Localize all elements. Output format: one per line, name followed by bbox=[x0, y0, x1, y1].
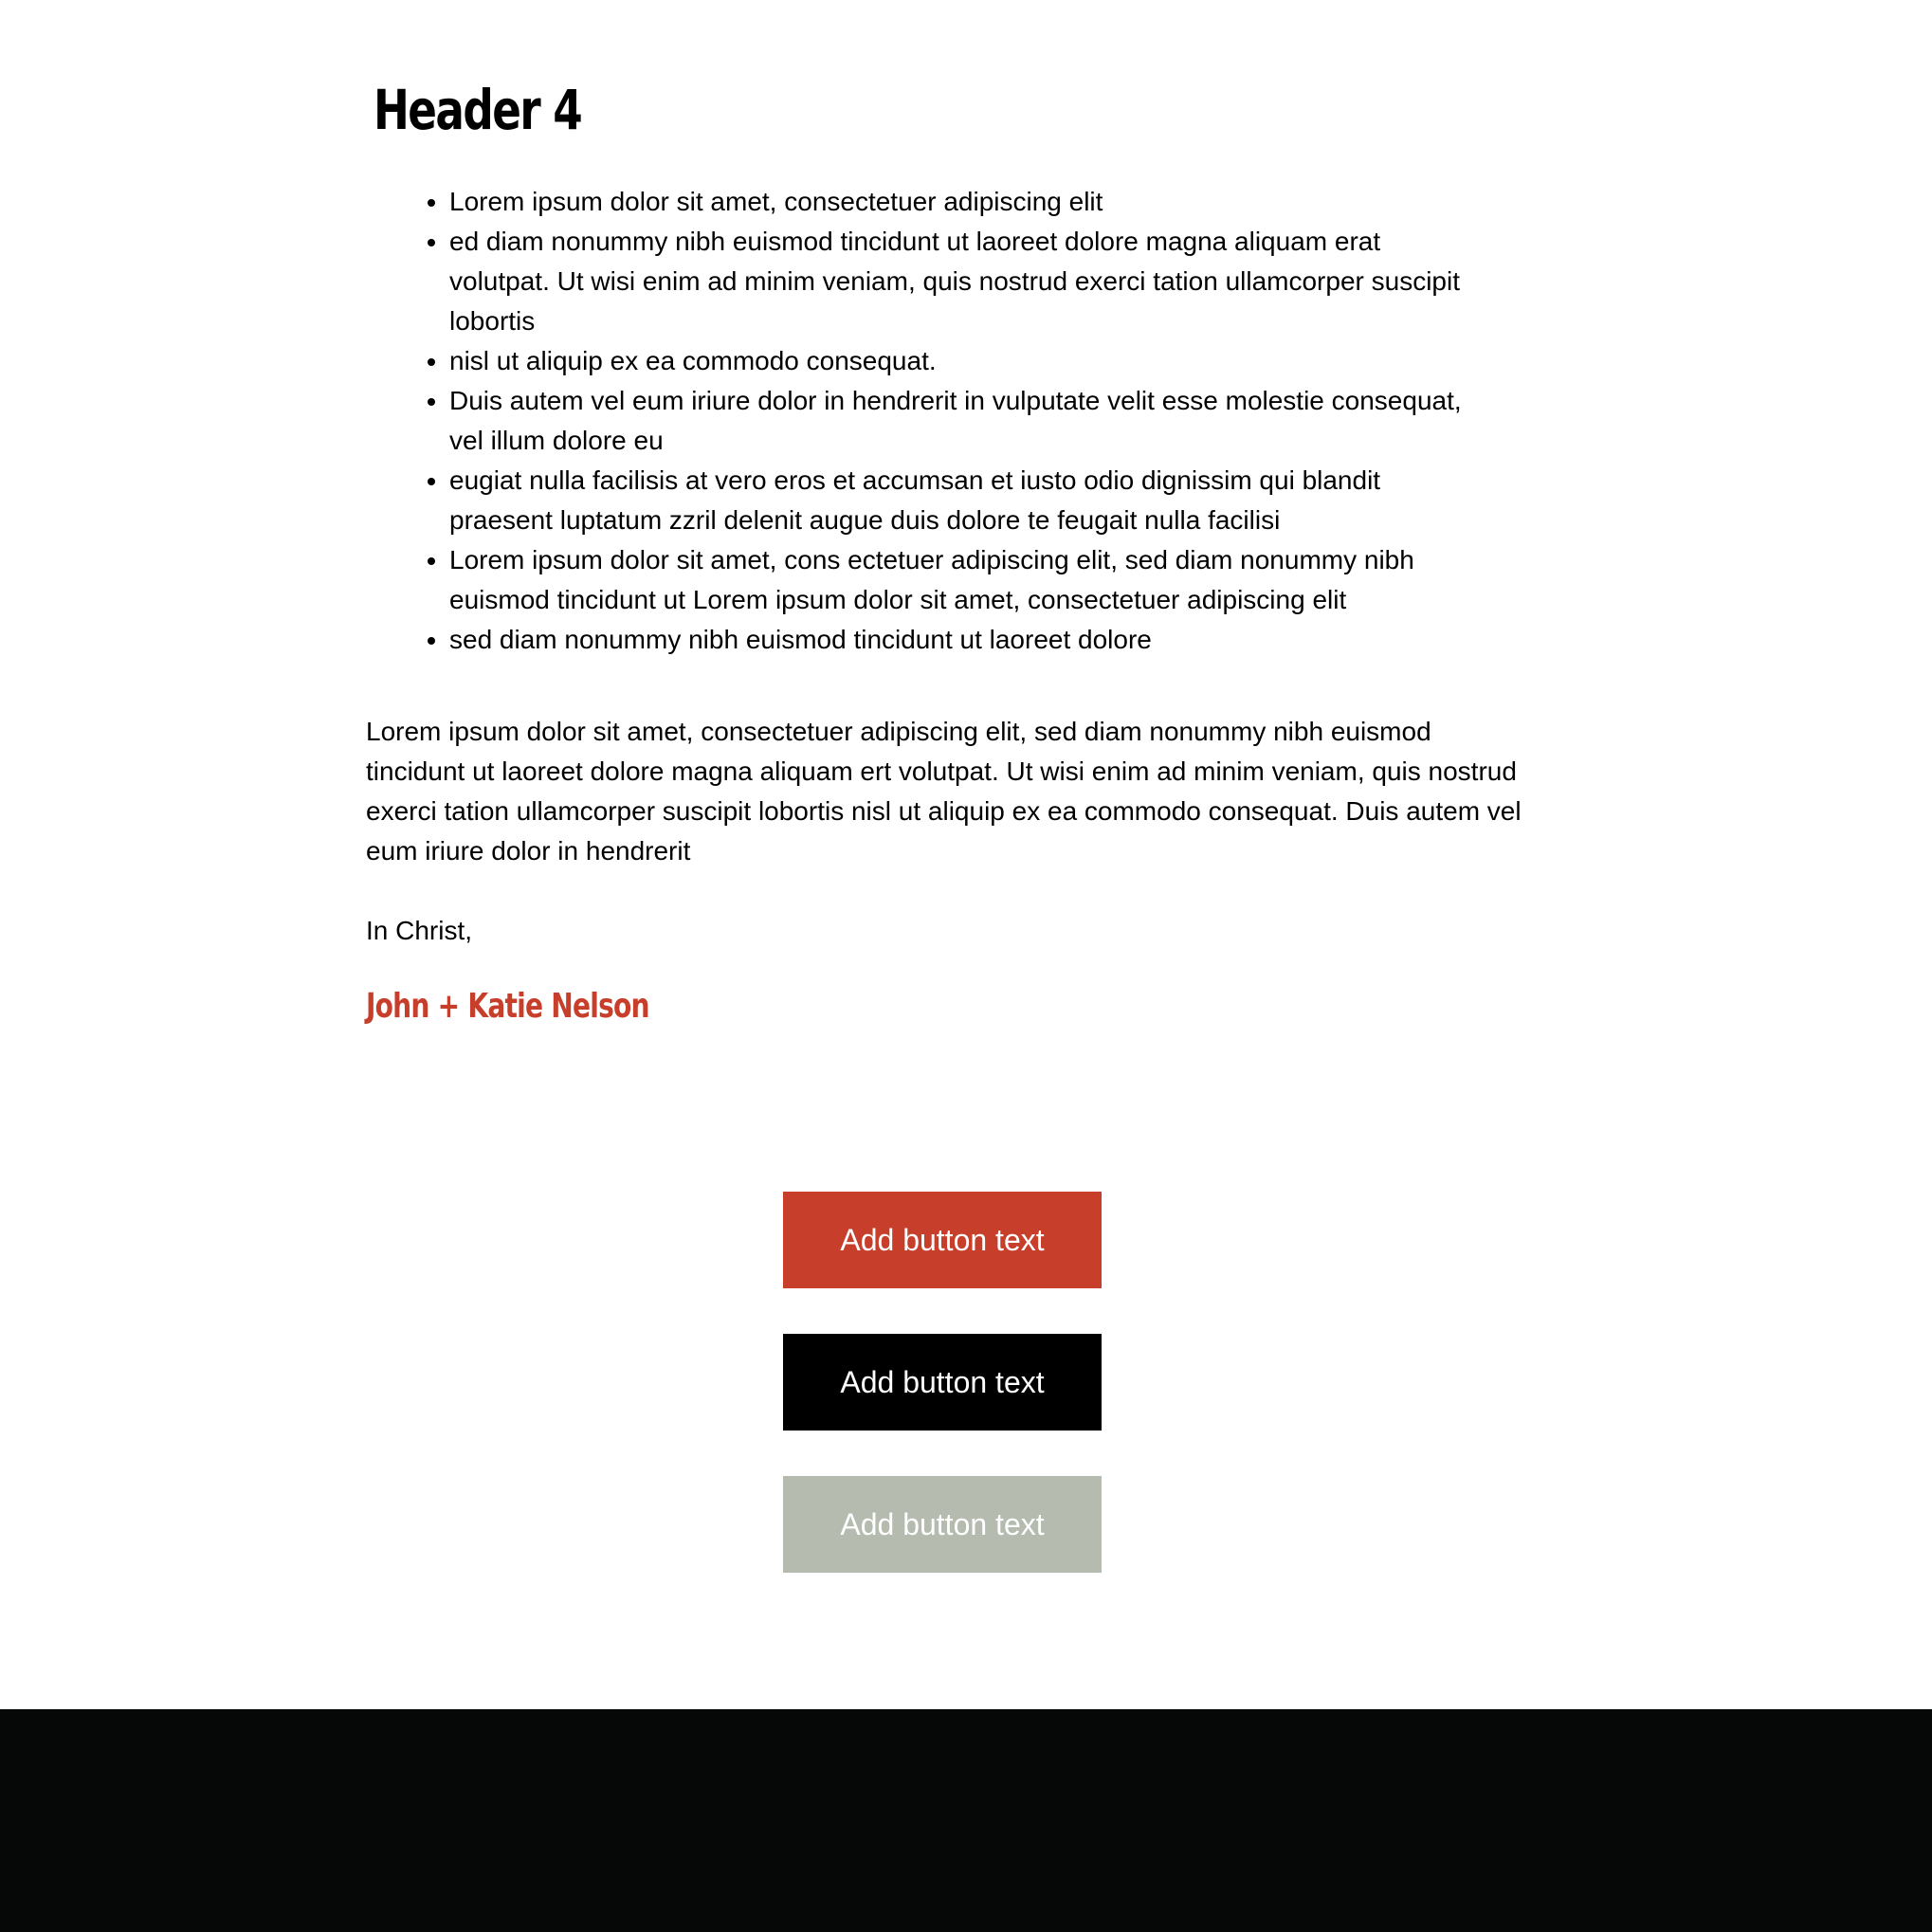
list-item: • Duis autem vel eum iriure dolor in hendrerit in vulputate velit esse molestie consequat, vel illum dolore eu bbox=[449, 381, 1485, 461]
closing-text: In Christ, bbox=[366, 916, 473, 945]
section-heading: Header 4 bbox=[374, 78, 582, 142]
list-item: • Lorem ipsum dolor sit amet, cons ectetuer adipiscing elit, sed diam nonummy nibh euismod tincidunt ut Lorem ipsum dolor sit amet, consectetuer adipiscing elit bbox=[449, 540, 1485, 620]
footer bbox=[0, 1709, 1932, 1932]
primary-button[interactable]: Add button text bbox=[783, 1192, 1102, 1288]
list-item: • nisl ut aliquip ex ea commodo consequat. bbox=[449, 341, 1485, 381]
list-item: • eugiat nulla facilisis at vero eros et accumsan et iusto odio dignissim qui blandit praesent luptatum zzril delenit augue duis dolore te feugait nulla facilisi bbox=[449, 461, 1485, 540]
body-paragraph: Lorem ipsum dolor sit amet, consectetuer adipiscing elit, sed diam nonummy nibh euismod tincidunt ut laoreet dolore magna aliquam ert volutpat. Ut wisi enim ad minim veniam, quis nostrud exerci tation ullamcorper suscipit lobortis nisl ut aliquip ex ea commodo consequat. Duis autem vel eum iriure dolor in hendrerit bbox=[366, 717, 1522, 866]
list-item: • sed diam nonummy nibh euismod tincidunt ut laoreet dolore bbox=[449, 620, 1485, 660]
bullet-list bbox=[366, 182, 1485, 660]
list-item: • Lorem ipsum dolor sit amet, consectetuer adipiscing elit bbox=[449, 182, 1485, 222]
tertiary-button[interactable]: Add button text bbox=[783, 1476, 1102, 1573]
list-item: • ed diam nonummy nibh euismod tincidunt ut laoreet dolore magna aliquam erat volutpat. Ut wisi enim ad minim veniam, quis nostrud exerci tation ullamcorper suscipit lobortis bbox=[449, 222, 1485, 341]
signature: John + Katie Nelson bbox=[366, 987, 649, 1026]
secondary-button[interactable]: Add button text bbox=[783, 1334, 1102, 1431]
